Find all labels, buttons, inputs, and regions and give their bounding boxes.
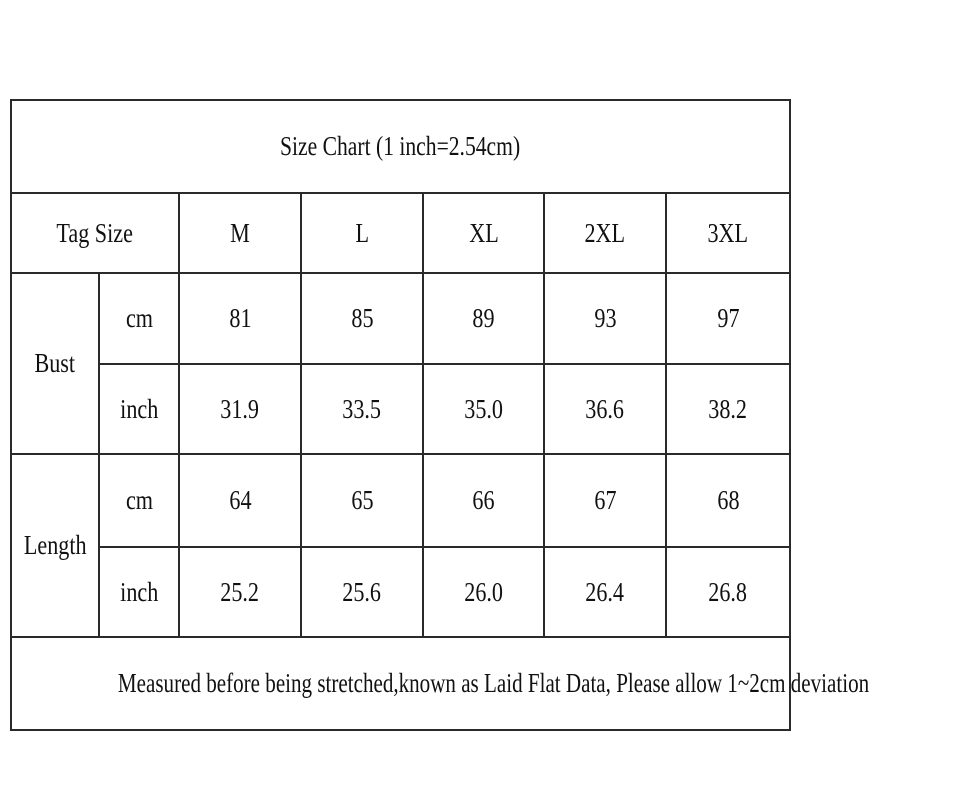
- header-row: [11, 193, 790, 273]
- value: 67: [593, 485, 617, 515]
- value: 26.8: [708, 576, 748, 607]
- title-row: [11, 100, 790, 193]
- value: 97: [716, 303, 740, 333]
- value-cell: [423, 273, 544, 364]
- size-header: 2XL: [584, 217, 626, 248]
- value: 81: [228, 303, 252, 333]
- measure-label-cell: [11, 273, 99, 454]
- unit-cell: [99, 547, 179, 637]
- measure-label: Bust: [34, 348, 76, 378]
- unit-cell: [99, 454, 179, 547]
- value-cell: [544, 273, 666, 364]
- value: 89: [472, 303, 495, 333]
- size-header: M: [230, 217, 250, 248]
- value: 66: [472, 485, 495, 515]
- table-row: [11, 364, 790, 454]
- unit-label: inch: [119, 393, 159, 424]
- value: 93: [593, 303, 617, 333]
- note-cell: [11, 637, 870, 730]
- table-row: [11, 273, 790, 364]
- value-cell: [544, 454, 666, 547]
- table-row: [11, 454, 790, 547]
- unit-label: cm: [125, 485, 153, 515]
- value: 38.2: [708, 393, 748, 424]
- chart-title-cell: [11, 100, 790, 193]
- value-cell: [666, 273, 790, 364]
- value-cell: [179, 547, 301, 637]
- value: 68: [716, 485, 740, 515]
- value-cell: [179, 364, 301, 454]
- value: 31.9: [220, 393, 260, 424]
- size-chart-table: [10, 99, 870, 731]
- value: 25.6: [342, 576, 382, 607]
- value: 26.4: [585, 576, 625, 607]
- chart-title: Size Chart (1 inch=2.54cm): [280, 131, 521, 161]
- value-cell: [179, 454, 301, 547]
- size-header-cell: [666, 193, 790, 273]
- tag-size-label: Tag Size: [56, 217, 134, 248]
- unit-cell: [99, 364, 179, 454]
- value-cell: [301, 547, 423, 637]
- value-cell: [666, 364, 790, 454]
- tag-size-header-cell: [11, 193, 179, 273]
- size-header: L: [355, 217, 369, 248]
- unit-cell: [99, 273, 179, 364]
- size-header-cell: [544, 193, 666, 273]
- note-row: [11, 637, 790, 730]
- value-cell: [301, 454, 423, 547]
- size-header-cell: [179, 193, 301, 273]
- value-cell: [301, 364, 423, 454]
- value-cell: [423, 547, 544, 637]
- value: 65: [350, 485, 374, 515]
- size-header: 3XL: [707, 217, 749, 248]
- value: 85: [350, 303, 374, 333]
- value: 33.5: [342, 393, 382, 424]
- value-cell: [423, 454, 544, 547]
- value: 35.0: [464, 393, 503, 424]
- value-cell: [301, 273, 423, 364]
- value-cell: [423, 364, 544, 454]
- value: 25.2: [220, 576, 260, 607]
- value: 26.0: [464, 576, 503, 607]
- value-cell: [544, 547, 666, 637]
- measure-label-cell: [11, 454, 99, 637]
- value-cell: [666, 547, 790, 637]
- unit-label: inch: [119, 576, 159, 607]
- unit-label: cm: [125, 303, 153, 333]
- size-header-cell: [423, 193, 544, 273]
- size-header-cell: [301, 193, 423, 273]
- value-cell: [666, 454, 790, 547]
- measure-label: Length: [23, 530, 87, 560]
- value: 64: [228, 485, 252, 515]
- table-row: [11, 547, 790, 637]
- value-cell: [544, 364, 666, 454]
- size-header: XL: [468, 217, 499, 248]
- value-cell: [179, 273, 301, 364]
- value: 36.6: [585, 393, 625, 424]
- measurement-note: Measured before being stretched,known as Laid Flat Data, Please allow 1~2cm deviation: [117, 668, 870, 698]
